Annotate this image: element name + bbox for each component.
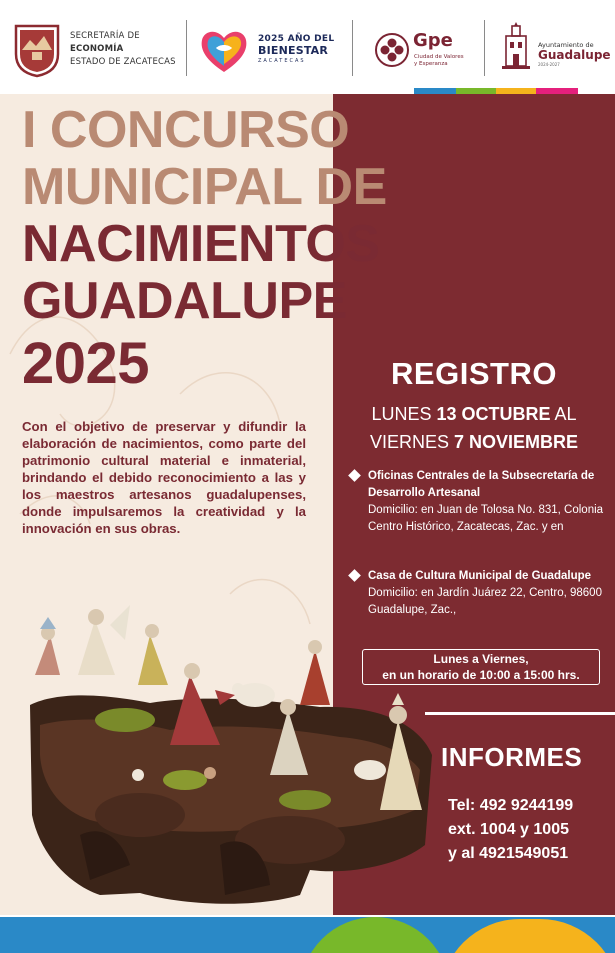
bienestar-heart-icon bbox=[198, 26, 250, 74]
footer-yellow-arc bbox=[440, 919, 615, 953]
state-shield-icon bbox=[14, 24, 60, 78]
bienestar-label: 2025 AÑO DEL BIENESTAR ZACATECAS bbox=[258, 34, 335, 64]
footer-white-line bbox=[0, 915, 615, 917]
diamond-bullet-icon bbox=[348, 569, 361, 582]
gpe-slogan: Ciudad de Valores y Esperanza bbox=[414, 54, 464, 67]
ayuntamiento-building-icon bbox=[500, 22, 532, 72]
header-divider bbox=[352, 20, 353, 76]
footer-green-arc bbox=[300, 917, 450, 953]
gpe-label: Gpe bbox=[413, 30, 453, 51]
diamond-bullet-icon bbox=[348, 469, 361, 482]
nativity-scene-image bbox=[20, 595, 440, 910]
title-year: 2025 bbox=[22, 331, 150, 396]
header-divider bbox=[186, 20, 187, 76]
location-address: Domicilio: en Jardín Juárez 22, Centro, 98600 Guadalupe, Zac., bbox=[368, 587, 602, 616]
informes-heading: INFORMES bbox=[441, 742, 583, 772]
location-address: Domicilio: en Juan de Tolosa No. 831, Colonia Centro Histórico, Zacatecas, Zac. y en bbox=[368, 504, 604, 533]
ayuntamiento-label: Ayuntamiento de Guadalupe 2024-2027 bbox=[538, 41, 611, 67]
divider-line bbox=[425, 712, 615, 715]
location-item bbox=[350, 468, 605, 536]
registro-heading: REGISTRO bbox=[391, 356, 557, 391]
intro-paragraph: Con el objetivo de preservar y difundir la elaboración de nacimientos, como parte del patrimonio cultural material e inmaterial, brindando el debido reconocimiento a las y los maestros artesanos guadalupenses, donde impulsaremos la creatividad y la innovación en sus obras. bbox=[22, 419, 306, 536]
location-name: Casa de Cultura Municipal de Guadalupe bbox=[368, 570, 592, 582]
title-line-3: NACIMIENTOS bbox=[22, 215, 380, 273]
contest-title bbox=[22, 102, 387, 396]
title-line-1: I CONCURSO bbox=[22, 101, 350, 159]
registro-dates: LUNES 13 OCTUBRE AL VIERNES 7 NOVIEMBRE bbox=[369, 404, 579, 452]
title-line-2: MUNICIPAL DE bbox=[22, 158, 387, 216]
title-line-4: GUADALUPE bbox=[22, 272, 347, 330]
hours-box: Lunes a Viernes, en un horario de 10:00 a 15:00 hrs. bbox=[362, 649, 600, 685]
gpe-flower-icon bbox=[374, 32, 410, 68]
header-divider bbox=[484, 20, 485, 76]
footer-band bbox=[0, 915, 615, 953]
contact-phones: Tel: 492 9244199 ext. 1004 y 1005 y al 4921549051 bbox=[448, 797, 574, 862]
header-logos bbox=[0, 0, 615, 92]
secretaria-economia-label: SECRETARÍA DE ECONOMÍA ESTADO DE ZACATECAS bbox=[70, 31, 176, 67]
location-name: Oficinas Centrales de la Subsecretaría de Desarrollo Artesanal bbox=[368, 470, 595, 499]
